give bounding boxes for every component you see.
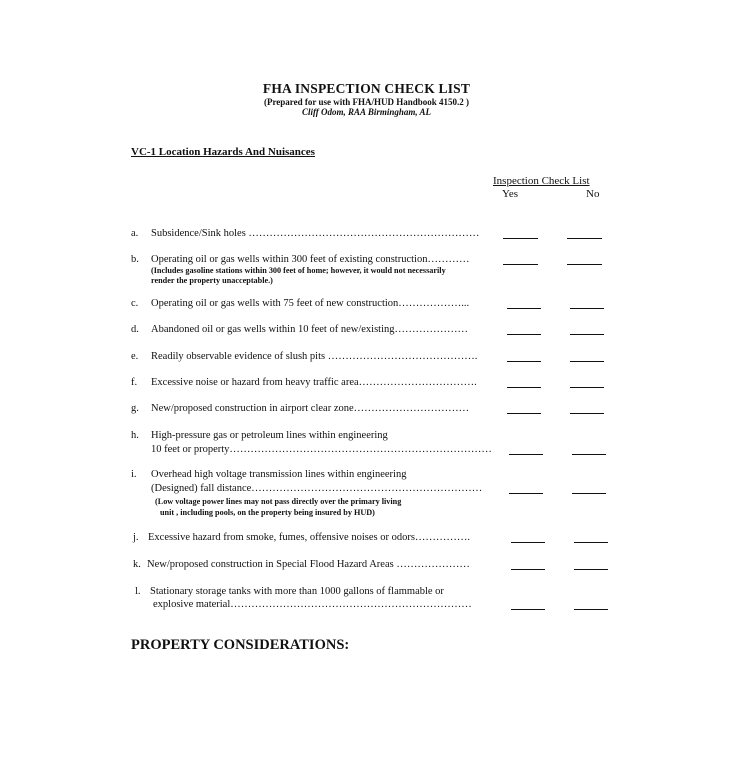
item-i-note-line2: unit , including pools, on the property being insured by HUD) xyxy=(160,508,375,517)
section-heading: VC-1 Location Hazards And Nuisances xyxy=(131,146,315,158)
item-d-no-blank[interactable] xyxy=(570,334,604,335)
no-column-label: No xyxy=(586,188,600,200)
item-a-letter: a. xyxy=(131,228,139,239)
item-l-yes-blank[interactable] xyxy=(511,609,545,610)
item-k-yes-blank[interactable] xyxy=(511,569,545,570)
item-l-no-blank[interactable] xyxy=(574,609,608,610)
item-l-letter: l. xyxy=(135,586,141,597)
item-a-yes-blank[interactable] xyxy=(503,238,538,239)
item-b-note-line2: render the property unacceptable.) xyxy=(151,276,273,285)
item-j-yes-blank[interactable] xyxy=(511,542,545,543)
item-g-letter: g. xyxy=(131,403,139,414)
item-d-letter: d. xyxy=(131,324,139,335)
item-k-text: New/proposed construction in Special Flood Hazard Areas ………………… xyxy=(147,559,470,570)
item-b-text: Operating oil or gas wells within 300 feet of existing construction………… xyxy=(151,254,470,265)
item-h-no-blank[interactable] xyxy=(572,454,606,455)
item-b-yes-blank[interactable] xyxy=(503,264,538,265)
item-h-letter: h. xyxy=(131,430,139,441)
item-l-text-line1: Stationary storage tanks with more than 1000 gallons of flammable or xyxy=(150,586,444,597)
item-e-yes-blank[interactable] xyxy=(507,361,541,362)
item-b-no-blank[interactable] xyxy=(567,264,602,265)
item-i-text-line2: (Designed) fall distance………………………………………………………… xyxy=(151,483,483,494)
item-f-text: Excessive noise or hazard from heavy traffic area……………………………. xyxy=(151,377,477,388)
item-g-text: New/proposed construction in airport clear zone…………………………… xyxy=(151,403,470,414)
item-h-text-line1: High-pressure gas or petroleum lines within engineering xyxy=(151,430,388,441)
item-f-letter: f. xyxy=(131,377,138,388)
yes-column-label: Yes xyxy=(502,188,519,200)
item-f-no-blank[interactable] xyxy=(570,387,604,388)
document-title: FHA INSPECTION CHECK LIST xyxy=(262,81,471,96)
item-g-yes-blank[interactable] xyxy=(507,413,541,414)
item-e-letter: e. xyxy=(131,351,139,362)
item-h-text-line2: 10 feet or property………………………………………………………………… xyxy=(151,444,492,455)
item-a-text: Subsidence/Sink holes ………………………………………………………… xyxy=(151,228,480,239)
property-considerations-heading: PROPERTY CONSIDERATIONS: xyxy=(131,637,350,653)
item-c-letter: c. xyxy=(131,298,139,309)
item-c-yes-blank[interactable] xyxy=(507,308,541,309)
item-i-note-line1: (Low voltage power lines may not pass directly over the primary living xyxy=(155,497,402,506)
checklist-column-header: Inspection Check List xyxy=(493,175,590,187)
item-j-text: Excessive hazard from smoke, fumes, offensive noises or odors……………. xyxy=(148,532,471,543)
item-l-text-line2: explosive material…………………………………………………………… xyxy=(153,599,472,610)
item-g-no-blank[interactable] xyxy=(570,413,604,414)
item-e-text: Readily observable evidence of slush pits ……………………………………. xyxy=(151,351,478,362)
item-j-letter: j. xyxy=(133,532,139,543)
item-f-yes-blank[interactable] xyxy=(507,387,541,388)
item-b-note-line1: (Includes gasoline stations within 300 feet of home; however, it would not necessarily xyxy=(151,266,446,275)
item-j-no-blank[interactable] xyxy=(574,542,608,543)
item-i-text-line1: Overhead high voltage transmission lines within engineering xyxy=(151,469,407,480)
item-b-letter: b. xyxy=(131,254,139,265)
item-d-text: Abandoned oil or gas wells within 10 feet of new/existing………………… xyxy=(151,324,468,335)
document-author: Cliff Odom, RAA Birmingham, AL xyxy=(301,107,432,117)
item-c-no-blank[interactable] xyxy=(570,308,604,309)
item-k-no-blank[interactable] xyxy=(574,569,608,570)
item-i-yes-blank[interactable] xyxy=(509,493,543,494)
item-i-no-blank[interactable] xyxy=(572,493,606,494)
item-i-letter: i. xyxy=(131,469,137,480)
item-k-letter: k. xyxy=(133,559,141,570)
item-h-yes-blank[interactable] xyxy=(509,454,543,455)
item-e-no-blank[interactable] xyxy=(570,361,604,362)
item-c-text: Operating oil or gas wells with 75 feet of new construction………………... xyxy=(151,298,470,309)
item-d-yes-blank[interactable] xyxy=(507,334,541,335)
item-a-no-blank[interactable] xyxy=(567,238,602,239)
document-subtitle: (Prepared for use with FHA/HUD Handbook 4150.2 ) xyxy=(263,97,469,107)
